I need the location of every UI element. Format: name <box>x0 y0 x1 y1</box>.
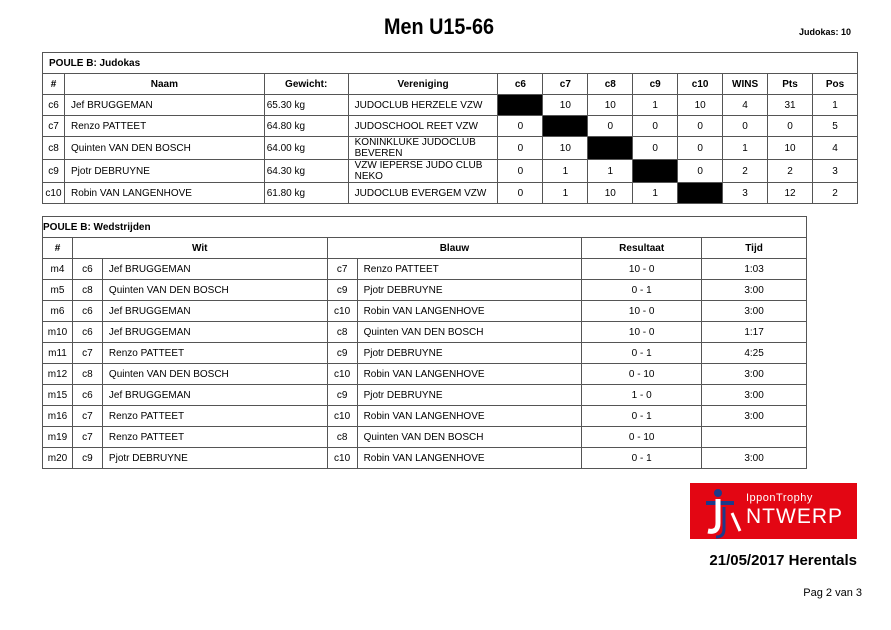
score-cell: 1 <box>633 95 678 116</box>
judoka-weight: 61.80 kg <box>264 183 348 204</box>
pos-cell: 1 <box>812 95 857 116</box>
wins-cell: 1 <box>723 137 768 160</box>
score-cell: 10 <box>543 95 588 116</box>
white-code: c8 <box>72 280 102 301</box>
self-cell <box>588 137 633 160</box>
judoka-row <box>43 116 858 137</box>
match-id: m12 <box>43 364 73 385</box>
score-cell: 0 <box>678 116 723 137</box>
judoka-name: Pjotr DEBRUYNE <box>64 160 264 183</box>
judoka-weight: 64.00 kg <box>264 137 348 160</box>
white-code: c7 <box>72 406 102 427</box>
date-location: 21/05/2017 Herentals <box>709 552 857 569</box>
header-cell: c6 <box>498 74 543 95</box>
logo-city: NTWERP <box>746 505 843 528</box>
wins-cell: 2 <box>723 160 768 183</box>
match-row <box>43 364 807 385</box>
match-row <box>43 448 807 469</box>
judoka-club: VZW IEPERSE JUDO CLUB NEKO <box>348 160 498 183</box>
score-cell: 10 <box>543 137 588 160</box>
blue-code: c9 <box>327 280 357 301</box>
result-cell: 10 - 0 <box>582 322 702 343</box>
header-cell: Wit <box>72 238 327 259</box>
header-cell: c8 <box>588 74 633 95</box>
match-id: m20 <box>43 448 73 469</box>
white-name: Renzo PATTEET <box>102 343 327 364</box>
self-cell <box>633 160 678 183</box>
self-cell <box>543 116 588 137</box>
score-cell: 0 <box>678 160 723 183</box>
result-cell: 10 - 0 <box>582 259 702 280</box>
match-id: m6 <box>43 301 73 322</box>
judokas-caption: POULE B: Judokas <box>43 53 858 74</box>
judokas-count: Judokas: 10 <box>798 27 851 37</box>
time-cell: 1:17 <box>702 322 807 343</box>
match-id: m15 <box>43 385 73 406</box>
score-cell: 0 <box>588 116 633 137</box>
header-cell: Naam <box>64 74 264 95</box>
result-cell: 10 - 0 <box>582 301 702 322</box>
header-cell: # <box>43 74 65 95</box>
white-name: Renzo PATTEET <box>102 427 327 448</box>
pos-cell: 4 <box>812 137 857 160</box>
wins-cell: 4 <box>723 95 768 116</box>
match-id: m19 <box>43 427 73 448</box>
white-name: Renzo PATTEET <box>102 406 327 427</box>
score-cell: 0 <box>498 137 543 160</box>
score-cell: 1 <box>543 183 588 204</box>
match-id: m16 <box>43 406 73 427</box>
time-cell: 1:03 <box>702 259 807 280</box>
judoka-weight: 65.30 kg <box>264 95 348 116</box>
blue-code: c10 <box>327 448 357 469</box>
white-name: Quinten VAN DEN BOSCH <box>102 280 327 301</box>
self-cell <box>678 183 723 204</box>
score-cell: 1 <box>543 160 588 183</box>
time-cell: 4:25 <box>702 343 807 364</box>
judokas-header-row <box>43 74 858 95</box>
pos-cell: 5 <box>812 116 857 137</box>
blue-code: c10 <box>327 301 357 322</box>
judoka-row <box>43 137 858 160</box>
score-cell: 10 <box>678 95 723 116</box>
judoka-row <box>43 160 858 183</box>
self-cell <box>498 95 543 116</box>
judoka-club: JUDOCLUB HERZELE VZW <box>348 95 498 116</box>
header-cell: Gewicht: <box>264 74 348 95</box>
white-name: Jef BRUGGEMAN <box>102 259 327 280</box>
judoka-id: c7 <box>43 116 65 137</box>
pts-cell: 0 <box>768 116 813 137</box>
wedstrijden-header-row <box>43 238 807 259</box>
blue-name: Renzo PATTEET <box>357 259 582 280</box>
match-row <box>43 259 807 280</box>
match-row <box>43 280 807 301</box>
result-cell: 0 - 1 <box>582 343 702 364</box>
judoka-name: Renzo PATTEET <box>64 116 264 137</box>
time-cell: 3:00 <box>702 301 807 322</box>
white-code: c9 <box>72 448 102 469</box>
judoka-row <box>43 95 858 116</box>
blue-code: c9 <box>327 343 357 364</box>
blue-code: c8 <box>327 427 357 448</box>
blue-code: c9 <box>327 385 357 406</box>
judoka-club: JUDOSCHOOL REET VZW <box>348 116 498 137</box>
match-row <box>43 406 807 427</box>
judoka-id: c9 <box>43 160 65 183</box>
white-code: c6 <box>72 385 102 406</box>
score-cell: 0 <box>498 183 543 204</box>
match-id: m5 <box>43 280 73 301</box>
white-name: Quinten VAN DEN BOSCH <box>102 364 327 385</box>
score-cell: 0 <box>498 160 543 183</box>
logo-tagline: IpponTrophy <box>746 492 813 504</box>
pts-cell: 2 <box>768 160 813 183</box>
result-cell: 1 - 0 <box>582 385 702 406</box>
time-cell: 3:00 <box>702 406 807 427</box>
match-id: m4 <box>43 259 73 280</box>
judoka-id: c8 <box>43 137 65 160</box>
score-cell: 1 <box>588 160 633 183</box>
blue-name: Robin VAN LANGENHOVE <box>357 301 582 322</box>
blue-name: Pjotr DEBRUYNE <box>357 385 582 406</box>
match-id: m10 <box>43 322 73 343</box>
judoka-id: c10 <box>43 183 65 204</box>
judoka-weight: 64.80 kg <box>264 116 348 137</box>
result-cell: 0 - 1 <box>582 448 702 469</box>
header-cell: # <box>43 238 73 259</box>
match-row <box>43 301 807 322</box>
result-cell: 0 - 1 <box>582 406 702 427</box>
blue-name: Robin VAN LANGENHOVE <box>357 364 582 385</box>
judoka-name: Robin VAN LANGENHOVE <box>64 183 264 204</box>
blue-name: Quinten VAN DEN BOSCH <box>357 322 582 343</box>
page-number: Pag 2 van 3 <box>803 587 862 599</box>
header-cell: WINS <box>723 74 768 95</box>
blue-code: c10 <box>327 364 357 385</box>
judoka-logo-icon <box>694 483 750 539</box>
wins-cell: 3 <box>723 183 768 204</box>
header-cell: Blauw <box>327 238 582 259</box>
judoka-club: KONINKLUKE JUDOCLUB BEVEREN <box>348 137 498 160</box>
wins-cell: 0 <box>723 116 768 137</box>
header-cell: c7 <box>543 74 588 95</box>
judoka-name: Jef BRUGGEMAN <box>64 95 264 116</box>
pos-cell: 2 <box>812 183 857 204</box>
header-cell: Pts <box>768 74 813 95</box>
white-code: c8 <box>72 364 102 385</box>
white-code: c7 <box>72 427 102 448</box>
result-cell: 0 - 10 <box>582 427 702 448</box>
blue-name: Quinten VAN DEN BOSCH <box>357 427 582 448</box>
judokas-table <box>42 52 858 204</box>
match-row <box>43 322 807 343</box>
score-cell: 0 <box>633 116 678 137</box>
wedstrijden-table <box>42 216 807 469</box>
white-name: Jef BRUGGEMAN <box>102 385 327 406</box>
white-code: c7 <box>72 343 102 364</box>
blue-code: c7 <box>327 259 357 280</box>
wedstrijden-caption: POULE B: Wedstrijden <box>43 217 807 238</box>
match-row <box>43 385 807 406</box>
header-cell: Vereniging <box>348 74 498 95</box>
blue-name: Pjotr DEBRUYNE <box>357 280 582 301</box>
header-cell: c9 <box>633 74 678 95</box>
white-code: c6 <box>72 259 102 280</box>
white-name: Pjotr DEBRUYNE <box>102 448 327 469</box>
score-cell: 0 <box>678 137 723 160</box>
white-code: c6 <box>72 301 102 322</box>
time-cell: 3:00 <box>702 385 807 406</box>
result-cell: 0 - 10 <box>582 364 702 385</box>
score-cell: 1 <box>633 183 678 204</box>
blue-name: Robin VAN LANGENHOVE <box>357 406 582 427</box>
white-name: Jef BRUGGEMAN <box>102 322 327 343</box>
score-cell: 0 <box>633 137 678 160</box>
match-row <box>43 427 807 448</box>
header-cell: Tijd <box>702 238 807 259</box>
header-cell: Resultaat <box>582 238 702 259</box>
pos-cell: 3 <box>812 160 857 183</box>
time-cell: 3:00 <box>702 364 807 385</box>
ippon-trophy-logo <box>690 483 857 539</box>
judoka-club: JUDOCLUB EVERGEM VZW <box>348 183 498 204</box>
score-cell: 0 <box>498 116 543 137</box>
time-cell <box>702 427 807 448</box>
judoka-name: Quinten VAN DEN BOSCH <box>64 137 264 160</box>
time-cell: 3:00 <box>702 280 807 301</box>
blue-name: Pjotr DEBRUYNE <box>357 343 582 364</box>
white-name: Jef BRUGGEMAN <box>102 301 327 322</box>
judoka-row <box>43 183 858 204</box>
white-code: c6 <box>72 322 102 343</box>
judoka-id: c6 <box>43 95 65 116</box>
blue-code: c10 <box>327 406 357 427</box>
blue-name: Robin VAN LANGENHOVE <box>357 448 582 469</box>
header-cell: Pos <box>812 74 857 95</box>
pts-cell: 12 <box>768 183 813 204</box>
blue-code: c8 <box>327 322 357 343</box>
judoka-weight: 64.30 kg <box>264 160 348 183</box>
score-cell: 10 <box>588 95 633 116</box>
score-cell: 10 <box>588 183 633 204</box>
page-title: Men U15-66 <box>384 14 495 39</box>
pts-cell: 10 <box>768 137 813 160</box>
header-cell: c10 <box>678 74 723 95</box>
match-id: m11 <box>43 343 73 364</box>
match-row <box>43 343 807 364</box>
time-cell: 3:00 <box>702 448 807 469</box>
result-cell: 0 - 1 <box>582 280 702 301</box>
pts-cell: 31 <box>768 95 813 116</box>
